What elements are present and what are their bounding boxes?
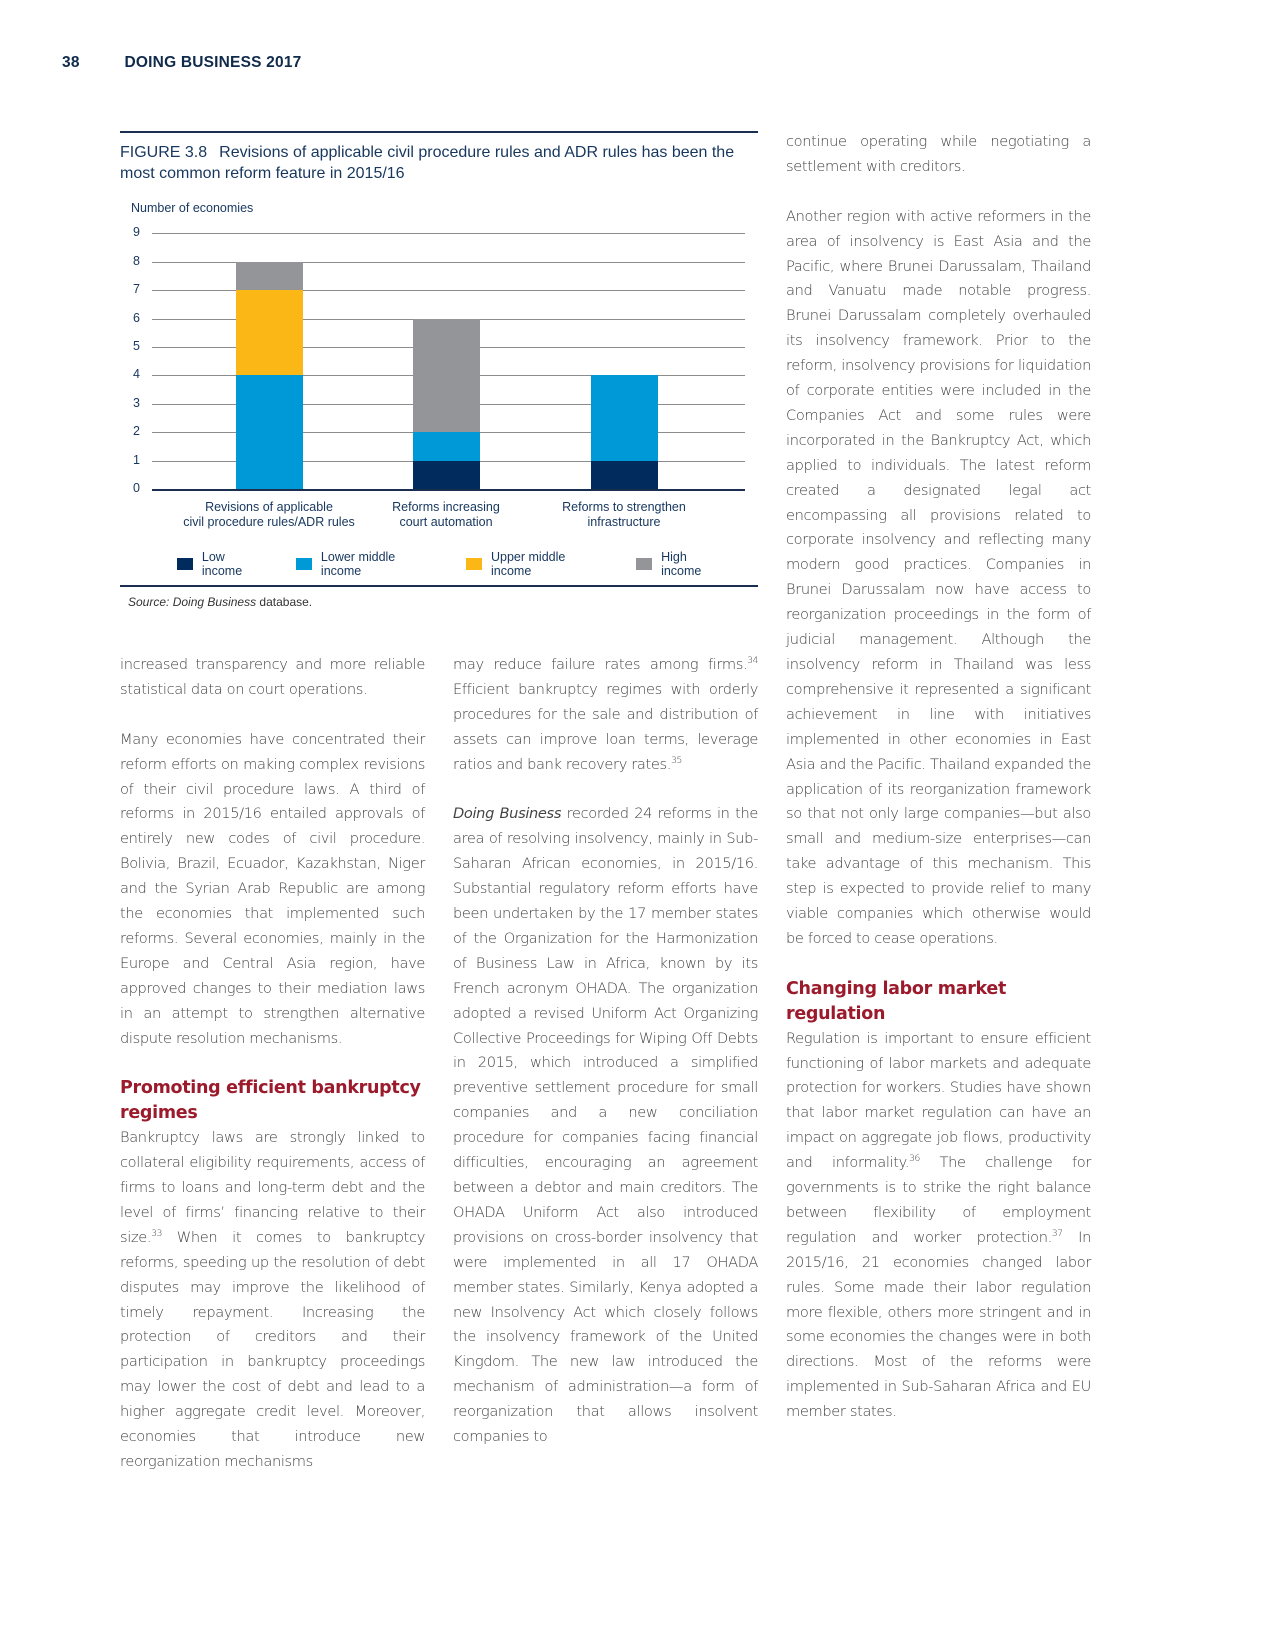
legend-item bbox=[296, 550, 438, 578]
y-tick-label: 1 bbox=[133, 452, 140, 467]
legend-label: High income bbox=[661, 550, 702, 578]
paragraph bbox=[786, 1027, 1091, 1426]
text-run: may reduce failure rates among firms. bbox=[453, 656, 748, 673]
text-run: recorded 24 reforms in the area of resolving insolvency, mainly in Sub-Saharan African economies, in 2015/16. Substantial regulatory reform efforts have been undertaken by the 17 member states of the Organization for the Harmonization of Business Law in Africa, known by its French acronym OHADA. The organization adopted a revised Uniform Act Organizing Collective Proceedings for Wiping Off Debts in 2015, which introduced a simplified preventive settlement procedure for small companies and a new conciliation procedure for companies facing financial difficulties, encouraging an agreement between a debtor and main creditors. The OHADA Uniform Act also introduced provisions on cross-border insolvency that were implemented in all 17 OHADA member states. Similarly, Kenya adopted a new Insolvency Act which closely follows the insolvency framework of the United Kingdom. The new law introduced the mechanism of administration—a form of reorganization that allows insolvent companies to bbox=[453, 805, 759, 1446]
y-tick-label: 7 bbox=[133, 282, 140, 297]
footnote-ref[interactable]: 33 bbox=[151, 1228, 162, 1239]
bar-segment bbox=[413, 319, 480, 433]
bar-segment bbox=[236, 290, 303, 375]
paragraph: continue operating while negotiating a settlement with creditors. bbox=[786, 133, 1091, 175]
paragraph: Another region with active reformers in the area of insolvency is East Asia and the Pacific, where Brunei Darussalam, Thailand and Vanuatu made notable progress. Brunei Darussalam completely overhauled its insolvency framework. Prior to the reform, insolvency provisions for liquidation of corporate entities were included in the Companies Act and some rules were incorporated in the Bankruptcy Act, which applied to individuals. The latest reform created a designated legal act encompassing all provisions related to corporate insolvency and reflecting many modern good practices. Companies in Brunei Darussalam now have access to reorganization proceedings in the form of judicial management. Although the insolvency reform in Thailand was less comprehensive it represented a significant achievement in line with initiatives implemented in other economies in East Asia and the Pacific. Thailand expanded the application of its reorganization framework so that not only large companies—but also small and medium-size enterprises—can take advantage of this mechanism. This step is expected to provide relief to many viable companies which otherwise would be forced to cease operations. bbox=[786, 207, 1091, 947]
section-heading-labor: Changing labor market regulation bbox=[786, 978, 1007, 1024]
y-tick-label: 4 bbox=[133, 367, 140, 382]
figure-3-8 bbox=[120, 131, 758, 609]
bar-segment bbox=[236, 262, 303, 290]
bar-segment bbox=[236, 375, 303, 489]
text-run: The challenge for governments is to strike the right balance between flexibility of employment regulation and worker protection. bbox=[786, 1154, 1091, 1246]
legend-item bbox=[177, 550, 268, 578]
stacked-bar-chart bbox=[120, 131, 758, 611]
x-category-label: Reforms increasing court automation bbox=[392, 500, 500, 529]
paragraph: Many economies have concentrated their reform efforts on making complex revisions of their civil procedure laws. A third of reforms in 2015/16 entailed approvals of entirely new codes of civil procedure. Bolivia, Brazil, Ecuador, Kazakhstan, Niger and the Syrian Arab Republic are among the economies that implemented such reforms. Several economies, mainly in the Europe and Central Asia region, have approved changes to their mediation laws in an attempt to strengthen alternative dispute resolution mechanisms. bbox=[120, 730, 425, 1047]
bar-segment bbox=[413, 432, 480, 460]
y-tick-label: 8 bbox=[133, 253, 140, 268]
legend-swatch-icon bbox=[466, 558, 482, 570]
paragraph bbox=[453, 653, 758, 778]
text-column-3 bbox=[786, 130, 1091, 1425]
legend-item bbox=[466, 550, 608, 578]
paragraph: increased transparency and more reliable statistical data on court operations. bbox=[120, 656, 425, 698]
legend-swatch-icon bbox=[296, 558, 312, 570]
footnote-ref[interactable]: 35 bbox=[671, 755, 682, 766]
footnote-ref[interactable]: 36 bbox=[909, 1154, 920, 1165]
figure-caption: Revisions of applicable civil procedure rules and ADR rules has been the most common reform feature in 2015/16 bbox=[120, 143, 735, 182]
section-heading-bankruptcy: Promoting efficient bankruptcy regimes bbox=[120, 1078, 421, 1124]
legend-label: Upper middle income bbox=[491, 550, 566, 578]
x-axis-line bbox=[152, 489, 745, 491]
figure-bottom-rule bbox=[120, 585, 758, 587]
y-tick-label: 3 bbox=[133, 395, 140, 410]
chart-legend bbox=[177, 550, 758, 578]
legend-swatch-icon bbox=[177, 558, 193, 570]
gridline bbox=[152, 233, 745, 234]
legend-item bbox=[636, 550, 730, 578]
text-run-italic: Doing Business bbox=[453, 805, 562, 823]
legend-label: Low income bbox=[201, 550, 243, 578]
page-number: 38 bbox=[62, 54, 80, 71]
source-label: Source: bbox=[128, 595, 170, 609]
x-category-label: Reforms to strengthen infrastructure bbox=[562, 500, 686, 529]
legend-label: Lower middle income bbox=[320, 550, 396, 578]
bar-segment bbox=[591, 461, 658, 489]
text-run: Bankruptcy laws are strongly linked to collateral eligibility requirements, access of firms to loans and long-term debt and the level of firms’ financing relative to their size. bbox=[120, 1129, 425, 1246]
running-header bbox=[62, 54, 301, 72]
bar-stack bbox=[236, 262, 303, 489]
text-column-1 bbox=[120, 653, 425, 1475]
y-tick-label: 6 bbox=[133, 310, 140, 325]
paragraph bbox=[453, 802, 758, 1450]
bar-stack bbox=[413, 319, 480, 489]
text-run: Efficient bankruptcy regimes with orderly procedures for the sale and distribution of assets can improve loan terms, leverage ratios and bank recovery rates. bbox=[453, 680, 758, 773]
footnote-ref[interactable]: 37 bbox=[1051, 1228, 1063, 1239]
bar-segment bbox=[413, 461, 480, 489]
text-run: Regulation is important to ensure efficient functioning of labor markets and adequate protection for workers. Studies have shown that labor market regulation can have an impact on aggregate job flows, productivity and informality. bbox=[786, 1029, 1091, 1172]
y-tick-label: 0 bbox=[133, 481, 140, 495]
source-rest: database. bbox=[256, 595, 313, 609]
text-run: In 2015/16, 21 economies changed labor rules. Some made their labor regulation more flexible, others more stringent and in some economies the changes were in both directions. Most of the reforms were implemented in Sub-Saharan Africa and EU member states. bbox=[786, 1228, 1091, 1421]
y-tick-label: 9 bbox=[133, 225, 140, 240]
footnote-ref[interactable]: 34 bbox=[747, 656, 758, 666]
text-column-2 bbox=[453, 653, 758, 1450]
paragraph bbox=[120, 1126, 425, 1475]
figure-number: FIGURE 3.8 bbox=[120, 143, 208, 161]
y-tick-label: 2 bbox=[133, 424, 140, 439]
bar-stack bbox=[591, 375, 658, 489]
legend-swatch-icon bbox=[636, 558, 652, 570]
figure-source bbox=[128, 595, 312, 609]
publication-title: DOING BUSINESS 2017 bbox=[124, 54, 302, 71]
bar-segment bbox=[591, 375, 658, 460]
y-tick-label: 5 bbox=[133, 339, 140, 353]
text-run: When it comes to bankruptcy reforms, speeding up the resolution of debt disputes may improve the likelihood of timely repayment. Increasing the protection of creditors and their participation in bankruptcy proceedings may lower the cost of debt and lead to a higher aggregate credit level. Moreover, economies that introduce new reorganization mechanisms bbox=[120, 1228, 425, 1470]
x-category-label: Revisions of applicable civil procedure rules/ADR rules bbox=[183, 500, 355, 529]
source-italic: Doing Business bbox=[172, 595, 257, 609]
y-axis-label: Number of economies bbox=[131, 201, 254, 215]
